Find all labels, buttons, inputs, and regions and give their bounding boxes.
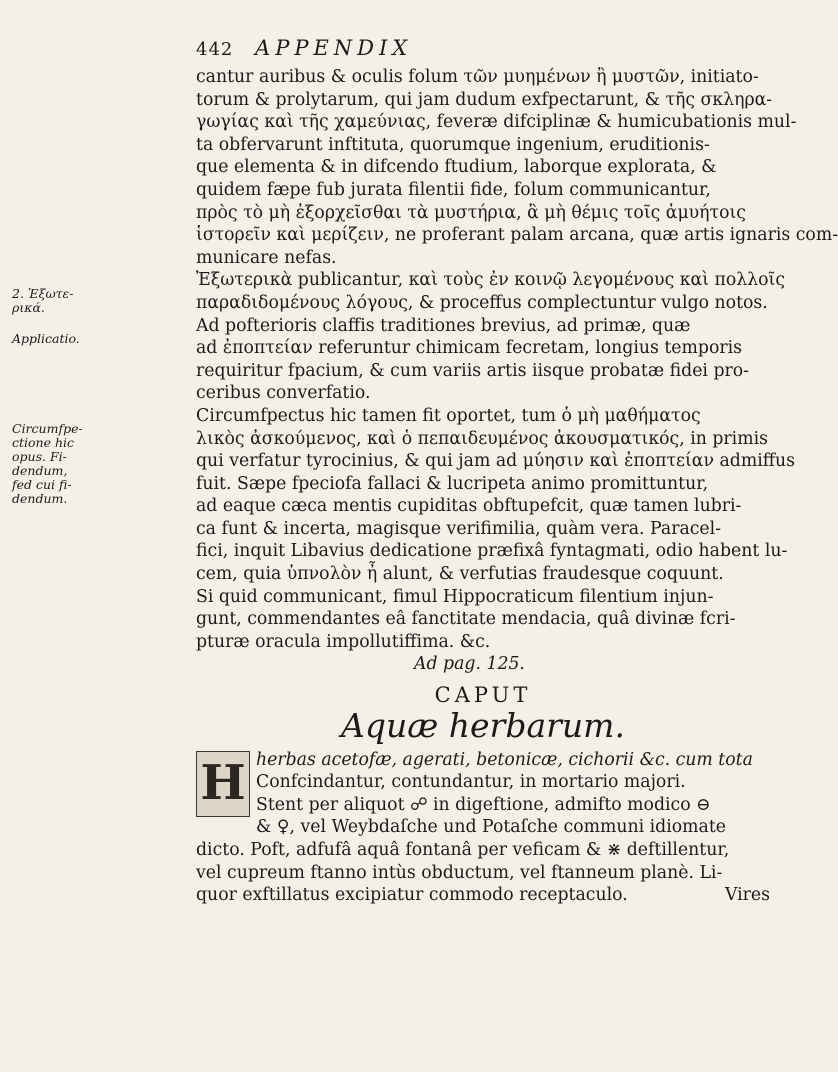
- paragraph-1: [196, 66, 838, 269]
- page-reference: Ad pag. 125.: [414, 654, 525, 675]
- chapter-label: CAPUT: [434, 683, 532, 708]
- text-line: pturæ oracula impollutiffima. &c.: [196, 631, 491, 652]
- section-aquae-herbarum: [196, 749, 770, 907]
- margin-line: Circumfpe-: [12, 421, 83, 436]
- text-line: Ad pofterioris claffis traditiones brevius, ad primæ, quæ: [196, 315, 691, 336]
- text-line: & ♀, vel Weybdaſche und Potaſche communi idiomate: [256, 817, 727, 838]
- text-line: ta obfervarunt inftituta, quorumque ingenium, eruditionis-: [196, 134, 710, 155]
- running-title: APPENDIX: [255, 36, 413, 60]
- margin-line: dendum.: [12, 491, 68, 506]
- text-line: παραδιδομένους λόγους, & proceffus complectuntur vulgo notos.: [196, 292, 768, 313]
- drop-cap-ornament: H: [196, 751, 250, 817]
- margin-line: opus. Fi-: [12, 449, 67, 464]
- text-line: municare nefas.: [196, 247, 337, 268]
- text-line: Circumfpectus hic tamen fit oportet, tum ὁ μὴ μαθήματος: [196, 405, 701, 426]
- text-line-body: quor exftillatus excipiatur commodo receptaculo.: [196, 885, 628, 906]
- margin-note-esoterica: [12, 287, 90, 315]
- margin-line: ρικά.: [12, 300, 45, 315]
- text-line: λικὸς ἀσκούμενος, καὶ ὁ πεπαιδευμένος ἀκουσματικός, in primis: [196, 428, 768, 449]
- margin-note-applicatio: [12, 332, 90, 346]
- text-line: fici, inquit Libavius dedicatione præfixâ fyntagmati, odio habent lu-: [196, 541, 788, 562]
- paragraph-2: [196, 269, 786, 405]
- text-line: que elementa & in difcendo ftudium, laborque explorata, &: [196, 157, 717, 178]
- text-line: fuit. Sæpe fpeciofa fallaci & lucripeta animo promittuntur,: [196, 473, 709, 494]
- text-line: requiritur fpacium, & cum variis artis iisque probatæ fidei pro-: [196, 360, 750, 381]
- page-header: [196, 36, 412, 60]
- main-text: [196, 66, 838, 907]
- text-line: ἱστορεῖν καὶ μερίζειν, ne proferant palam arcana, quæ artis ignaris com-: [196, 225, 838, 246]
- text-line: dicto. Poft, adfufâ aquâ fontanâ per veficam & ⋇ deftillentur,: [196, 840, 730, 860]
- text-line: [196, 884, 770, 907]
- text-line: Ἐξωτερικὰ publicantur, καὶ τοὺς ἐν κοινῷ λεγομένους καὶ πολλοῖς: [196, 270, 786, 291]
- text-line: ca funt & incerta, magisque verifimilia, quàm vera. Paracel-: [196, 518, 722, 539]
- text-line: γωγίας καὶ τῆς χαμεύνιας, feveræ difciplinæ & humicubationis mul-: [196, 112, 797, 133]
- text-line: torum & prolytarum, qui jam dudum exfpectarunt, & τῆς σκληρα-: [196, 89, 773, 110]
- text-line: quidem fæpe fub jurata filentii fide, folum communicantur,: [196, 179, 711, 200]
- text-line: herbas acetofæ, agerati, betonicæ, cichorii &c. cum tota: [256, 749, 753, 770]
- text-line: qui verfatur tyrocinius, & qui jam ad μύησιν καὶ ἐποπτείαν admiffus: [196, 451, 796, 472]
- text-line: gunt, commendantes eâ fanctitate mendacia, quâ divinæ fcri-: [196, 609, 736, 630]
- text-line: cem, quia ὑπνολὸν ἦ alunt, & verfutias fraudesque coquunt.: [196, 564, 724, 585]
- page-number: 442: [196, 39, 234, 60]
- margin-line: Applicatio.: [12, 331, 80, 346]
- margin-line: dendum,: [12, 463, 68, 478]
- text-line: ad ἐποπτείαν referuntur chimicam fecretam, longius temporis: [196, 338, 743, 359]
- paragraph-3: [196, 405, 796, 654]
- text-line: πρὸς τὸ μὴ ἐξορχεῖσθαι τὰ μυστήρια, ἃ μὴ θέμις τοῖς ἀμυήτοις: [196, 202, 746, 223]
- margin-line: fed cui fi-: [12, 477, 72, 492]
- text-line: Confcindantur, contundantur, in mortario majori.: [256, 772, 686, 793]
- text-line: Si quid communicant, fimul Hippocraticum filentium injun-: [196, 586, 714, 607]
- text-line: ad eaque cæca mentis cupiditas obftupefcit, quæ tamen lubri-: [196, 496, 742, 517]
- catchword: Vires: [724, 885, 770, 906]
- text-line: Stent per aliquot ☍ in digeftione, admifto modico ⊖: [256, 794, 711, 815]
- margin-line: 2. Ἐξωτε-: [12, 286, 74, 301]
- text-line: ceribus converfatio.: [196, 383, 371, 404]
- margin-line: ctione hic: [12, 435, 75, 450]
- text-line: vel cupreum ftanno intùs obductum, vel ftanneum planè. Li-: [196, 862, 723, 883]
- chapter-title: Aquæ herbarum.: [341, 705, 625, 745]
- text-line: cantur auribus & oculis folum τῶν μυημένων ἢ μυστῶν, initiato-: [196, 67, 759, 87]
- margin-note-circumspectio: [12, 422, 90, 506]
